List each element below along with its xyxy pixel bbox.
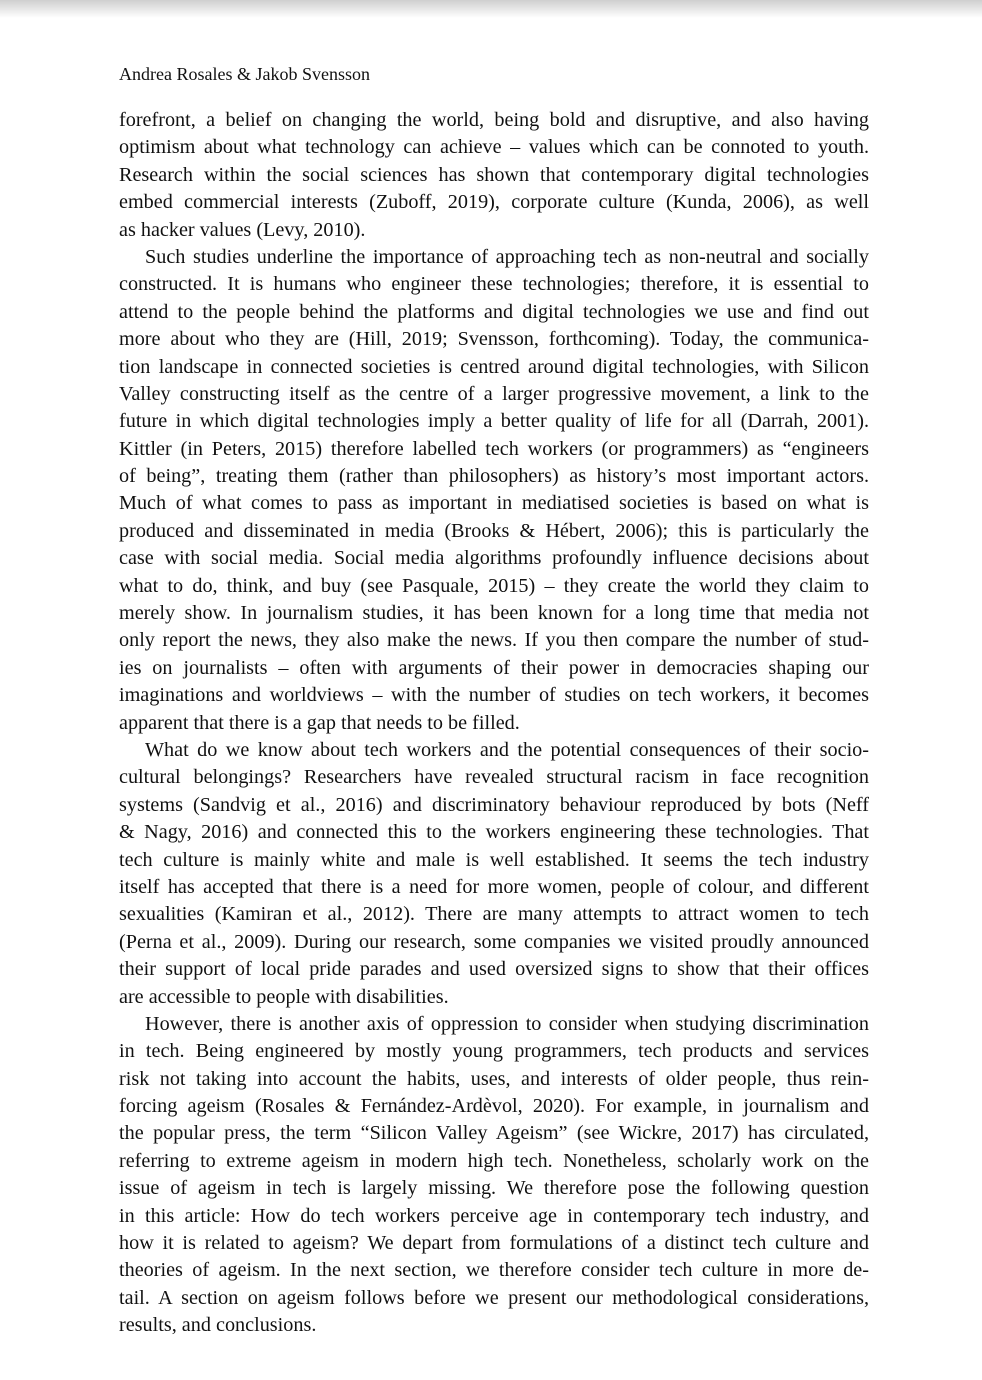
text-line: sexualities (Kamiran et al., 2012). There are many attempts to attract women to tech <box>119 903 869 926</box>
paragraph <box>119 107 869 244</box>
text-line: results, and conclusions. <box>119 1314 317 1337</box>
text-line: what to do, think, and buy (see Pasquale, 2015) – they create the world they claim to <box>119 574 869 597</box>
text-line: embed commercial interests (Zuboff, 2019), corporate culture (Kunda, 2006), as well <box>119 191 869 214</box>
text-line: itself has accepted that there is a need for more women, people of colour, and different <box>119 875 869 898</box>
text-line: in this article: How do tech workers perceive age in contemporary tech industry, and <box>119 1204 869 1227</box>
body-text <box>119 107 869 1340</box>
text-line: produced and disseminated in media (Brooks & Hébert, 2006); this is particularly the <box>119 519 869 542</box>
text-line: What do we know about tech workers and the potential consequences of their socio- <box>145 738 869 761</box>
text-line: systems (Sandvig et al., 2016) and discriminatory behaviour reproduced by bots (Neff <box>119 793 869 816</box>
text-line: optimism about what technology can achieve – values which can be connoted to youth. <box>119 136 869 159</box>
text-line: as hacker values (Levy, 2010). <box>119 218 366 241</box>
text-line: & Nagy, 2016) and connected this to the workers engineering these technologies. That <box>119 821 869 844</box>
text-line: constructed. It is humans who engineer these technologies; therefore, it is essential to <box>119 273 869 296</box>
text-line: forefront, a belief on changing the world, being bold and disruptive, and also having <box>119 109 869 131</box>
text-line: are accessible to people with disabilities. <box>119 985 449 1008</box>
paragraph <box>119 1011 869 1340</box>
text-line: risk not taking into account the habits, uses, and interests of older people, thus rein- <box>119 1067 869 1090</box>
text-line: Valley constructing itself as the centre of a larger progressive movement, a link to the <box>119 382 869 405</box>
text-line: the popular press, the term “Silicon Valley Ageism” (see Wickre, 2017) has circulated, <box>119 1122 869 1145</box>
text-line: imaginations and worldviews – with the number of studies on tech workers, it becomes <box>119 684 869 707</box>
text-line: in tech. Being engineered by mostly young programmers, tech products and services <box>119 1040 869 1063</box>
text-line: tion landscape in connected societies is centred around digital technologies, with Silicon <box>119 355 869 378</box>
text-line: referring to extreme ageism in modern high tech. Nonetheless, scholarly work on the <box>119 1149 869 1172</box>
text-line: ies on journalists – often with arguments of their power in democracies shaping our <box>119 656 869 679</box>
text-line: more about who they are (Hill, 2019; Svensson, forthcoming). Today, the communica- <box>119 328 869 351</box>
text-line: Kittler (in Peters, 2015) therefore labelled tech workers (or programmers) as “engineers <box>119 437 869 460</box>
text-line: apparent that there is a gap that needs to be filled. <box>119 711 520 734</box>
text-line: theories of ageism. In the next section, we therefore consider tech culture in more de- <box>119 1259 869 1282</box>
text-line: Such studies underline the importance of approaching tech as non-neutral and socially <box>145 245 869 268</box>
paragraph <box>119 737 869 1011</box>
text-line: However, there is another axis of oppression to consider when studying discrimination <box>145 1012 869 1035</box>
running-head: Andrea Rosales & Jakob Svensson <box>119 64 370 84</box>
text-line: forcing ageism (Rosales & Fernández-Ardèvol, 2020). For example, in journalism and <box>119 1095 869 1118</box>
text-line: Research within the social sciences has shown that contemporary digital technologies <box>119 163 869 186</box>
text-line: merely show. In journalism studies, it has been known for a long time that media not <box>119 602 869 625</box>
text-line: issue of ageism in tech is largely missing. We therefore pose the following question <box>119 1177 869 1200</box>
text-line: cultural belongings? Researchers have revealed structural racism in face recognition <box>119 766 869 789</box>
text-line: of being”, treating them (rather than philosophers) as history’s most important actors. <box>119 465 869 488</box>
viewer-top-shadow <box>0 0 982 18</box>
text-line: how it is related to ageism? We depart from formulations of a distinct tech culture and <box>119 1232 869 1255</box>
text-line: (Perna et al., 2009). During our research, some companies we visited proudly announced <box>119 930 869 953</box>
text-line: attend to the people behind the platforms and digital technologies we use and find out <box>119 300 869 323</box>
text-line: tail. A section on ageism follows before we present our methodological considerations, <box>119 1286 869 1309</box>
text-line: Much of what comes to pass as important in mediatised societies is based on what is <box>119 492 869 515</box>
text-line: future in which digital technologies imply a better quality of life for all (Darrah, 2001). <box>119 410 869 433</box>
text-line: only report the news, they also make the news. If you then compare the number of stud- <box>119 629 869 652</box>
paragraph <box>119 244 869 737</box>
text-line: tech culture is mainly white and male is well established. It seems the tech industry <box>119 848 869 871</box>
text-line: their support of local pride parades and used oversized signs to show that their offices <box>119 958 869 981</box>
text-line: case with social media. Social media algorithms profoundly influence decisions about <box>119 547 869 570</box>
